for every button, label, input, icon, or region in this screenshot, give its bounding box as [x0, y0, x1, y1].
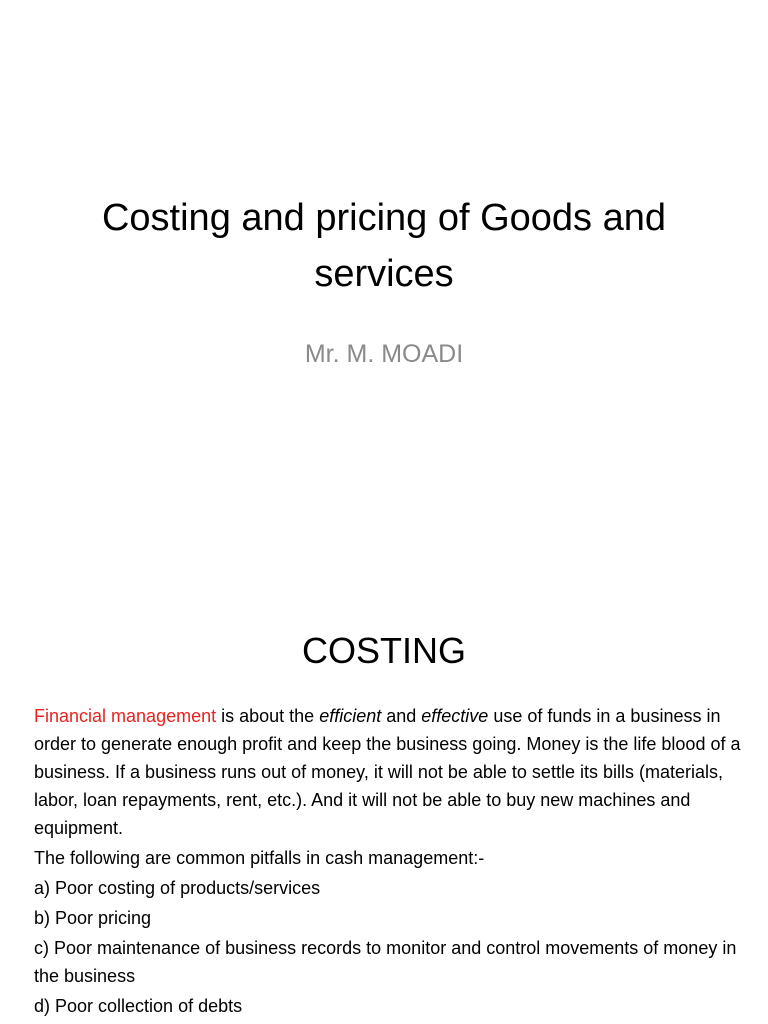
pitfall-item: c) Poor maintenance of business records to monitor and control movements of money in the business: [34, 938, 737, 986]
pitfalls-lead: The following are common pitfalls in cash management:-: [34, 848, 485, 868]
pitfall-item: d) Poor collection of debts: [34, 996, 243, 1016]
intro-text-part1: is about the: [216, 706, 320, 726]
pitfall-item: b) Poor pricing: [34, 908, 152, 928]
effective-word: effective: [421, 706, 489, 726]
pitfall-item: a) Poor costing of products/services: [34, 878, 321, 898]
intro-text-part3: use of funds in a business in order to generate enough profit and keep the business going. Money is the life blood of a business. If a business runs out of money, it will not be able to settle its bills (materials, labor, loan repayments, rent, etc.). And it will not be able to buy new machines and equipment.: [34, 706, 741, 838]
efficient-word: efficient: [319, 706, 382, 726]
slide-body: [34, 702, 758, 1022]
intro-paragraph: [34, 702, 758, 842]
section-heading: COSTING: [301, 630, 466, 671]
presentation-title: Costing and pricing of Goods and services: [101, 197, 667, 295]
presenter-name: Mr. M. MOADI: [304, 340, 464, 368]
intro-text-part2: and: [381, 706, 422, 726]
costing-slide: [0, 576, 768, 1024]
highlighted-term: Financial management: [34, 706, 217, 726]
